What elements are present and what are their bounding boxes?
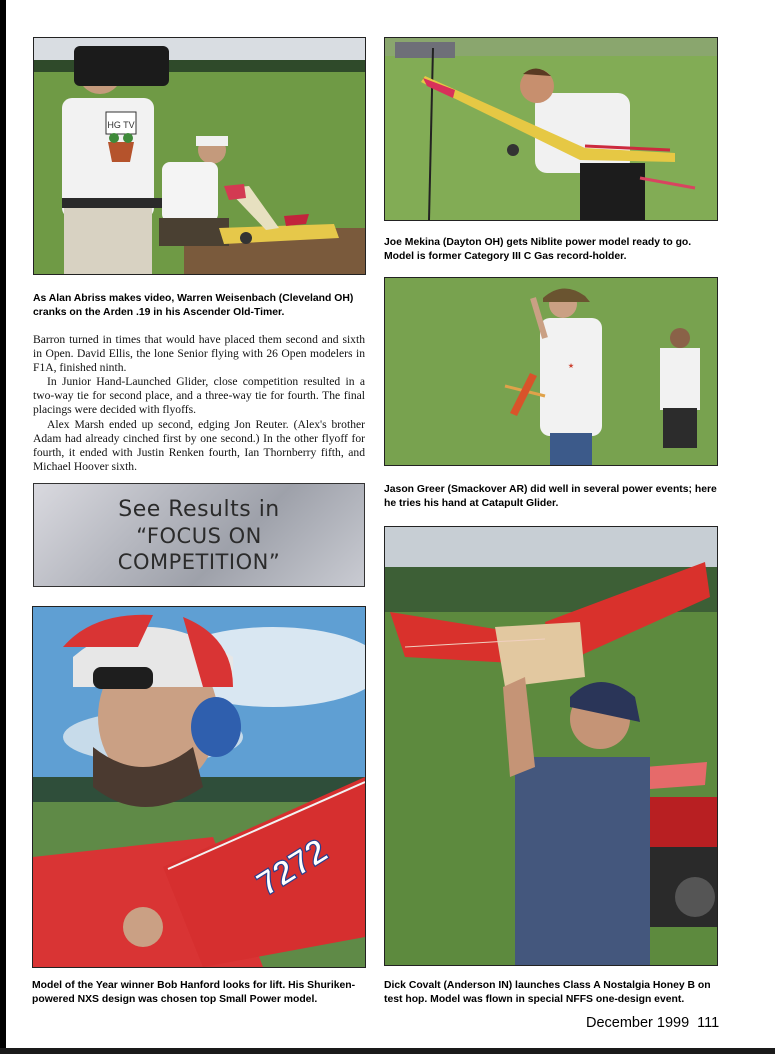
- caption-mekina: Joe Mekina (Dayton OH) gets Niblite power model ready to go. Model is former Category III C Gas record-holder.: [384, 237, 692, 262]
- article-paragraph: Barron turned in times that would have placed them second and sixth in Open. David Ellis, the lone Senior flying with 26 Open modelers in F1A, finished ninth.: [33, 333, 365, 375]
- photo-greer: [384, 277, 718, 466]
- caption-greer: Jason Greer (Smackover AR) did well in several power events; here he tries his hand at Catapult Glider.: [384, 484, 717, 509]
- results-callout-line: “FOCUS ON: [136, 523, 262, 548]
- caption-videographer: As Alan Abriss makes video, Warren Weisenbach (Cleveland OH) cranks on the Arden .19 in his Ascender Old-Timer.: [33, 293, 354, 318]
- caption-hanford: Model of the Year winner Bob Hanford looks for lift. His Shuriken-powered NXS design was chosen top Small Power model.: [32, 980, 356, 1005]
- svg-text:★: ★: [567, 363, 575, 370]
- photo-mekina: [384, 37, 718, 221]
- article-paragraph: In Junior Hand-Launched Glider, close competition resulted in a two-way tie for second place, and a three-way tie for fourth. The final placings were decided with flyoffs.: [33, 375, 365, 417]
- photo-hanford: [32, 606, 366, 968]
- page-edge-shadow: [0, 0, 6, 1054]
- caption-covalt: Dick Covalt (Anderson IN) launches Class A Nostalgia Honey B on test hop. Model was flown in special NFFS one-design event.: [384, 980, 711, 1005]
- wing-number-text: 7272: [250, 831, 335, 904]
- photo-covalt: [384, 526, 718, 966]
- article-paragraph: Alex Marsh ended up second, edging Jon Reuter. (Alex's brother Adam had already cinched first by one second.) In the other flyoff for fourth, it ended with Justin Renken fourth, Ian Thornberry fifth, and Michael Hoover sixth.: [33, 417, 365, 473]
- page-number: 111: [697, 1015, 720, 1031]
- results-callout-box: [33, 483, 365, 587]
- results-callout-line: COMPETITION”: [117, 549, 281, 574]
- article-body: [33, 333, 365, 474]
- shirt-logo-text: HG TV: [107, 120, 135, 130]
- page-footer: [586, 1015, 719, 1031]
- photo-videographer: [33, 37, 366, 275]
- issue-date: December 1999: [586, 1015, 690, 1031]
- page-bottom-edge: [0, 1048, 775, 1054]
- results-callout-line: See Results in: [118, 496, 280, 522]
